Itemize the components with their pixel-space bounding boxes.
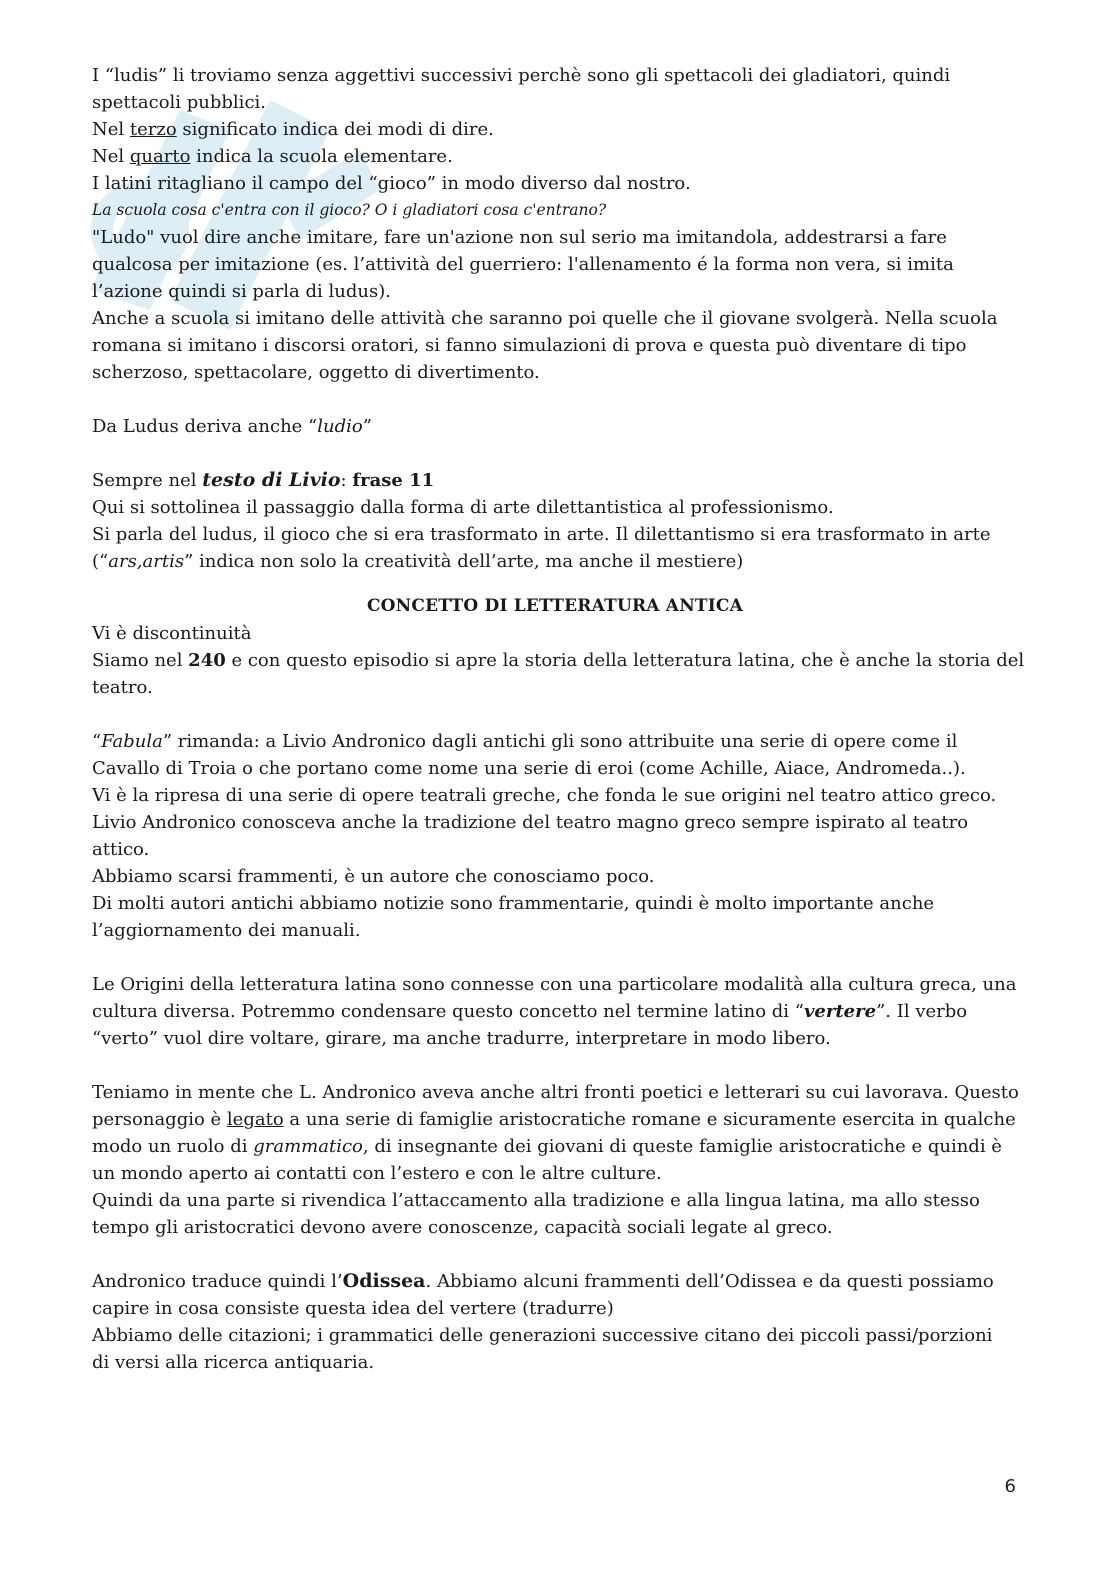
text-line: romana si imitano i discorsi oratori, si fanno simulazioni di prova e questa può diventare di tipo bbox=[92, 335, 967, 356]
text-line: Vi è la ripresa di una serie di opere teatrali greche, che fonda le sue origini nel teatro attico greco. bbox=[92, 785, 997, 806]
text-line: di versi alla ricerca antiquaria. bbox=[92, 1352, 375, 1373]
text-line: Sempre nel testo di Livio: frase 11 bbox=[92, 469, 435, 491]
text-line: “Fabula” rimanda: a Livio Andronico dagli antichi gli sono attribuite una serie di opere come il bbox=[92, 731, 958, 752]
text-line: l’aggiornamento dei manuali. bbox=[92, 920, 361, 941]
text-line: personaggio è legato a una serie di famiglie aristocratiche romane e sicuramente esercita in qualche bbox=[92, 1109, 1016, 1130]
text-line: Andronico traduce quindi l’Odissea. Abbiamo alcuni frammenti dell’Odissea e da questi possiamo bbox=[92, 1270, 994, 1292]
text-line: l’azione quindi si parla di ludus). bbox=[92, 281, 391, 302]
text-line: Abbiamo delle citazioni; i grammatici delle generazioni successive citano dei piccoli passi/porzioni bbox=[92, 1325, 993, 1346]
text-line: Vi è discontinuità bbox=[92, 623, 252, 644]
text-line: Cavallo di Troia o che portano come nome una serie di eroi (come Achille, Aiace, Andromeda..). bbox=[92, 758, 966, 779]
text-line: Livio Andronico conosceva anche la tradizione del teatro magno greco sempre ispirato al teatro bbox=[92, 812, 969, 833]
document-body bbox=[92, 62, 1025, 1376]
text-line: (“ars,artis” indica non solo la creatività dell’arte, ma anche il mestiere) bbox=[92, 551, 744, 572]
text-line: Si parla del ludus, il gioco che si era trasformato in arte. Il dilettantismo si era trasformato in arte bbox=[92, 524, 991, 545]
text-line: Le Origini della letteratura latina sono connesse con una particolare modalità alla cultura greca, una bbox=[92, 974, 1017, 995]
text-line: attico. bbox=[92, 839, 150, 860]
italic-question: La scuola cosa c'entra con il gioco? O i gladiatori cosa c'entrano? bbox=[92, 201, 607, 219]
text-line: Anche a scuola si imitano delle attività che saranno poi quelle che il giovane svolgerà. Nella scuola bbox=[92, 308, 998, 329]
text-line: scherzoso, spettacolare, oggetto di divertimento. bbox=[92, 362, 540, 383]
section-heading: CONCETTO DI LETTERATURA ANTICA bbox=[366, 596, 744, 616]
text-line: Nel quarto indica la scuola elementare. bbox=[92, 146, 453, 167]
text-line: Abbiamo scarsi frammenti, è un autore che conosciamo poco. bbox=[92, 866, 655, 887]
text-line: modo un ruolo di grammatico, di insegnante dei giovani di queste famiglie aristocratiche e quindi è bbox=[92, 1136, 1002, 1157]
text-line: capire in cosa consiste questa idea del vertere (tradurre) bbox=[92, 1298, 614, 1319]
text-line: Teniamo in mente che L. Andronico aveva anche altri fronti poetici e letterari su cui lavorava. Questo bbox=[92, 1082, 1019, 1103]
text-line: tempo gli aristocratici devono avere conoscenze, capacità sociali legate al greco. bbox=[92, 1217, 833, 1238]
emphasis-title: testo di Livio bbox=[202, 469, 341, 491]
text-line: cultura diversa. Potremmo condensare questo concetto nel termine latino di “vertere”. Il verbo bbox=[92, 1001, 968, 1022]
text-line: Siamo nel 240 e con questo episodio si apre la storia della letteratura latina, che è anche la storia del bbox=[92, 650, 1025, 671]
page-number: 6 bbox=[1004, 1476, 1016, 1497]
text-line: “verto” vuol dire voltare, girare, ma anche tradurre, interpretare in modo libero. bbox=[92, 1028, 831, 1049]
underlined-word: quarto bbox=[129, 146, 191, 167]
underlined-word: terzo bbox=[129, 119, 177, 140]
text-line: Di molti autori antichi abbiamo notizie sono frammentarie, quindi è molto importante anche bbox=[92, 893, 935, 914]
text-line: Qui si sottolinea il passaggio dalla forma di arte dilettantistica al professionismo. bbox=[92, 497, 834, 518]
text-line: Nel terzo significato indica dei modi di dire. bbox=[92, 119, 494, 140]
text-line: Da Ludus deriva anche “ludio” bbox=[92, 416, 372, 437]
text-line: I “ludis” li troviamo senza aggettivi successivi perchè sono gli spettacoli dei gladiatori, quindi bbox=[92, 65, 951, 86]
text-line: I latini ritagliano il campo del “gioco” in modo diverso dal nostro. bbox=[92, 173, 691, 194]
text-line: "Ludo" vuol dire anche imitare, fare un'azione non sul serio ma imitandola, addestrarsi a fare bbox=[92, 227, 947, 248]
text-line: un mondo aperto ai contatti con l’estero e con le altre culture. bbox=[92, 1163, 662, 1184]
text-line: qualcosa per imitazione (es. l’attività del guerriero: l'allenamento é la forma non vera, si imita bbox=[92, 254, 954, 275]
text-line: spettacoli pubblici. bbox=[92, 92, 266, 113]
text-line: teatro. bbox=[92, 677, 153, 698]
emphasis-title: Odissea bbox=[342, 1270, 426, 1292]
underlined-word: legato bbox=[226, 1109, 284, 1130]
text-line: Quindi da una parte si rivendica l’attaccamento alla tradizione e alla lingua latina, ma allo stesso bbox=[92, 1190, 980, 1211]
